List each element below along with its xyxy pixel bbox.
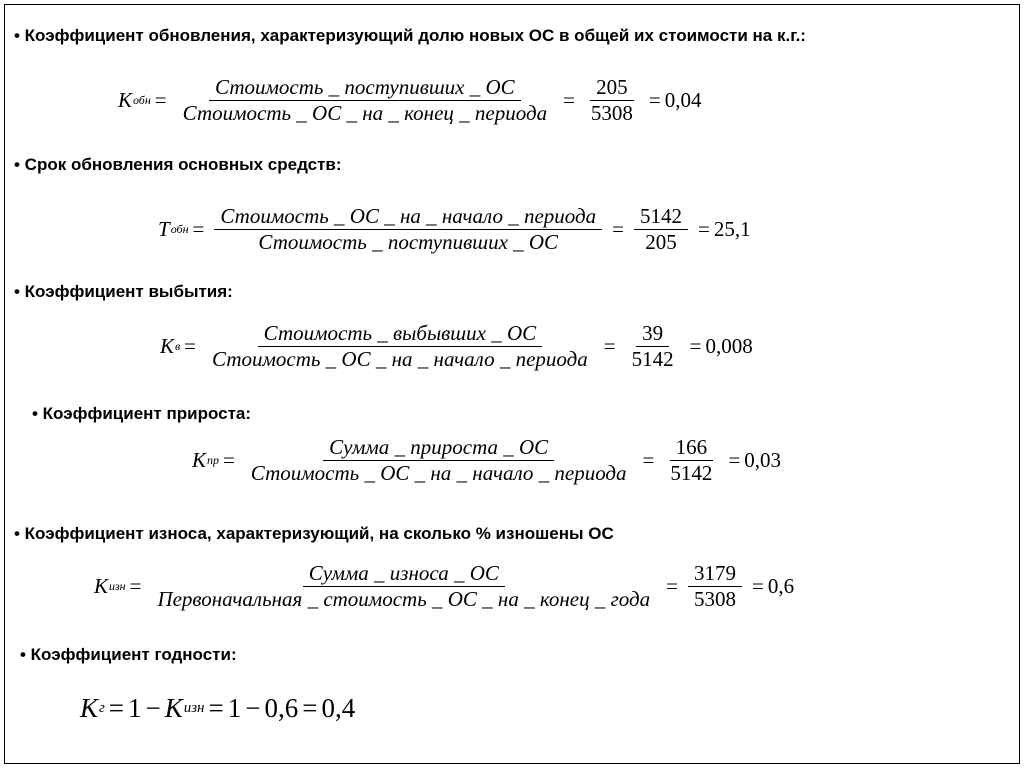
lhs-symbol: К	[80, 693, 98, 723]
numerator-text: Сумма _ износа _ ОС	[303, 562, 505, 587]
bullet-usability-coefficient: • Коэффициент годности:	[20, 645, 237, 664]
denominator-value: 205	[645, 229, 677, 254]
one-value-2: 1	[227, 693, 242, 723]
formula-usability-coefficient: К г = 1 − К изн = 1 − 0,6 = 0,4	[80, 693, 356, 723]
lhs-subscript: обн	[170, 221, 189, 236]
numerator-value: 205	[590, 76, 634, 101]
denominator-text: Первоначальная _ стоимость _ ОС _ на _ конец _ года	[157, 586, 651, 611]
numerator-value: 39	[636, 322, 669, 347]
wear-subscript: изн	[183, 700, 205, 716]
wear-symbol: К	[164, 693, 183, 723]
formula-renewal-period: Т обн = $\frac{\text{Стоимость \_ ОС \_ на \_ начало \_ периода}}{\text{Стоимость \_ поступивших \_ ОС}}$ = $\frac{5142}{205}$ = 25,1	[158, 204, 751, 254]
word-fraction	[151, 562, 656, 610]
word-fraction	[206, 322, 594, 370]
denominator-value: 5308	[590, 100, 633, 125]
value-fraction	[688, 562, 742, 610]
lhs-subscript: обн	[132, 92, 151, 107]
lhs-subscript: пр	[206, 452, 219, 467]
bullet-growth-coefficient: • Коэффициент прироста:	[32, 404, 252, 423]
word-fraction	[214, 205, 602, 253]
result-value: 25,1	[713, 216, 751, 241]
lhs-symbol: К	[94, 573, 108, 598]
value-fraction	[634, 205, 688, 253]
denominator-text: Стоимость _ ОС _ на _ начало _ периода	[250, 460, 627, 485]
value-fraction	[664, 436, 718, 484]
numerator-value: 166	[670, 436, 714, 461]
numerator-value: 5142	[634, 205, 688, 230]
denominator-value: 5142	[631, 346, 674, 371]
denominator-text: Стоимость _ поступивших _ ОС	[258, 229, 559, 254]
formula-renewal-coefficient: К обн = $\frac{\text{Стоимость \_ поступивших \_ ОС}}{\text{Стоимость \_ ОС \_ на \_ конец \_ периода}}$ = $\frac{205}{5308}$ = 0,04	[118, 75, 702, 125]
numerator-text: Стоимость _ поступивших _ ОС	[209, 76, 521, 101]
numerator-value: 3179	[688, 562, 742, 587]
result-value: 0,6	[767, 573, 795, 598]
result-value: 0,008	[705, 333, 753, 358]
result-value: 0,04	[664, 87, 702, 112]
result-value: 0,4	[321, 693, 356, 723]
bullet-retirement-coefficient: • Коэффициент выбытия:	[14, 282, 233, 301]
lhs-subscript: изн	[108, 578, 126, 593]
lhs-symbol: Т	[158, 216, 170, 241]
bullet-renewal-coefficient: • Коэффициент обновления, характеризующий долю новых ОС в общей их стоимости на к.г.:	[14, 26, 806, 45]
lhs-subscript: в	[174, 338, 181, 353]
numerator-text: Стоимость _ ОС _ на _ начало _ периода	[214, 205, 602, 230]
denominator-value: 5308	[693, 586, 736, 611]
lhs-symbol: К	[118, 87, 132, 112]
denominator-value: 5142	[670, 460, 713, 485]
word-fraction	[245, 436, 633, 484]
value-fraction	[585, 76, 639, 124]
denominator-text: Стоимость _ ОС _ на _ начало _ периода	[212, 346, 588, 371]
numerator-text: Стоимость _ выбывших _ ОС	[258, 322, 543, 347]
wear-value: 0,6	[264, 693, 299, 723]
formula-wear-coefficient: К изн = $\frac{\text{Сумма \_ износа \_ ОС}}{\text{Первоначальная \_ стоимость \_ ОС \_ на \_ конец \_ года}}$ = $\frac{3179}{5308}$ = 0,6	[94, 561, 795, 611]
value-fraction	[626, 322, 680, 370]
result-value: 0,03	[744, 447, 781, 472]
bullet-wear-coefficient: • Коэффициент износа, характеризующий, на сколько % изношены ОС	[14, 524, 614, 543]
word-fraction	[177, 76, 553, 124]
formula-growth-coefficient: К пр = $\frac{\text{Сумма \_ прироста \_ ОС}}{\text{Стоимость \_ ОС \_ на \_ начало \_ периода}}$ = $\frac{166}{5142}$ = 0,03	[192, 435, 781, 485]
one-value: 1	[128, 693, 142, 723]
lhs-symbol: К	[160, 333, 174, 358]
denominator-text: Стоимость _ ОС _ на _ конец _ периода	[182, 100, 548, 125]
lhs-symbol: К	[192, 447, 206, 472]
bullet-renewal-period: • Срок обновления основных средств:	[14, 155, 342, 174]
lhs-subscript: г	[98, 700, 105, 716]
numerator-text: Сумма _ прироста _ ОС	[323, 436, 554, 461]
formula-retirement-coefficient: К в = $\frac{\text{Стоимость \_ выбывших \_ ОС}}{\text{Стоимость \_ ОС \_ на \_ начало \_ периода}}$ = $\frac{39}{5142}$ = 0,008	[160, 321, 753, 371]
